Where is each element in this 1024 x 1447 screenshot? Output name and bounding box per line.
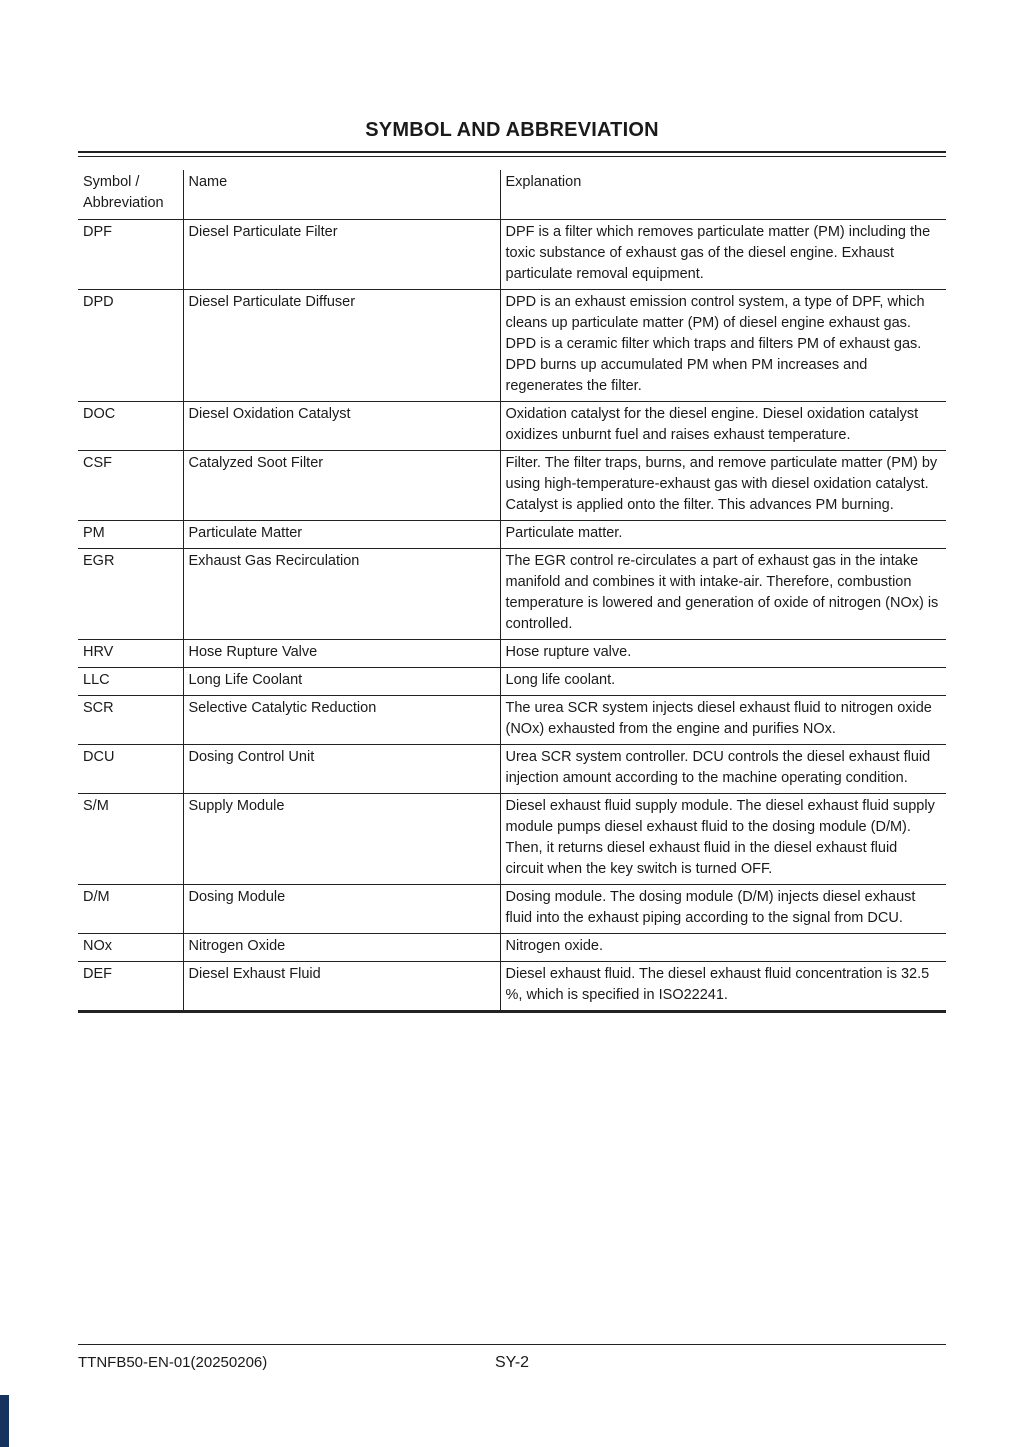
symbol-cell: DPD — [78, 290, 183, 402]
explanation-cell: DPD is an exhaust emission control system, a type of DPF, which cleans up particulate matter (PM) of diesel engine exhaust gas. DPD is a ceramic filter which traps and filters PM of exhaust gas. DPD burns up accumulated PM when PM increases and regenerates the filter. — [500, 290, 946, 402]
footer-page-number: SY-2 — [494, 1354, 530, 1371]
table-row — [78, 696, 946, 745]
explanation-cell: The urea SCR system injects diesel exhaust fluid to nitrogen oxide (NOx) exhausted from the engine and purifies NOx. — [500, 696, 946, 745]
explanation-cell: Hose rupture valve. — [500, 640, 946, 668]
name-cell: Long Life Coolant — [183, 668, 500, 696]
table-row — [78, 451, 946, 521]
name-cell: Hose Rupture Valve — [183, 640, 500, 668]
explanation-cell: Dosing module. The dosing module (D/M) injects diesel exhaust fluid into the exhaust piping according to the signal from DCU. — [500, 885, 946, 934]
explanation-cell: Long life coolant. — [500, 668, 946, 696]
table-header-row — [78, 170, 946, 220]
symbol-cell: CSF — [78, 451, 183, 521]
table-row — [78, 549, 946, 640]
name-cell: Catalyzed Soot Filter — [183, 451, 500, 521]
page-content — [78, 0, 946, 1013]
name-cell: Particulate Matter — [183, 521, 500, 549]
name-cell: Dosing Module — [183, 885, 500, 934]
explanation-cell: Filter. The filter traps, burns, and remove particulate matter (PM) by using high-temperature-exhaust gas with diesel oxidation catalyst. Catalyst is applied onto the filter. This advances PM burning. — [500, 451, 946, 521]
explanation-cell: Diesel exhaust fluid supply module. The diesel exhaust fluid supply module pumps diesel exhaust fluid to the dosing module (D/M). Then, it returns diesel exhaust fluid in the diesel exhaust fluid circuit when the key switch is turned OFF. — [500, 794, 946, 885]
table-row — [78, 640, 946, 668]
symbol-cell: DOC — [78, 402, 183, 451]
name-cell: Exhaust Gas Recirculation — [183, 549, 500, 640]
symbol-cell: EGR — [78, 549, 183, 640]
explanation-cell: Nitrogen oxide. — [500, 934, 946, 962]
symbol-cell: SCR — [78, 696, 183, 745]
explanation-cell: Oxidation catalyst for the diesel engine. Diesel oxidation catalyst oxidizes unburnt fuel and raises exhaust temperature. — [500, 402, 946, 451]
header-explanation: Explanation — [500, 170, 946, 220]
symbol-cell: PM — [78, 521, 183, 549]
name-cell: Dosing Control Unit — [183, 745, 500, 794]
footer-doc-number: TTNFB50-EN-01(20250206) — [78, 1354, 268, 1371]
name-cell: Diesel Particulate Diffuser — [183, 290, 500, 402]
symbol-cell: DPF — [78, 220, 183, 290]
symbol-cell: S/M — [78, 794, 183, 885]
table-row — [78, 962, 946, 1012]
table-row — [78, 521, 946, 549]
abbreviation-table — [78, 170, 946, 1013]
symbol-cell: DCU — [78, 745, 183, 794]
header-name: Name — [183, 170, 500, 220]
page-title: SYMBOL AND ABBREVIATION — [365, 119, 659, 141]
table-row — [78, 290, 946, 402]
table-row — [78, 934, 946, 962]
name-cell: Nitrogen Oxide — [183, 934, 500, 962]
name-cell: Supply Module — [183, 794, 500, 885]
title-double-rule — [78, 151, 946, 157]
explanation-cell: The EGR control re-circulates a part of exhaust gas in the intake manifold and combines it with intake-air. Therefore, combustion temperature is lowered and generation of oxide of nitrogen (NOx) is controlled. — [500, 549, 946, 640]
table-row — [78, 668, 946, 696]
symbol-cell: LLC — [78, 668, 183, 696]
symbol-cell: NOx — [78, 934, 183, 962]
table-row — [78, 794, 946, 885]
page-corner-mark — [0, 1395, 9, 1447]
explanation-cell: Diesel exhaust fluid. The diesel exhaust fluid concentration is 32.5 %, which is specified in ISO22241. — [500, 962, 946, 1012]
name-cell: Selective Catalytic Reduction — [183, 696, 500, 745]
header-symbol-abbreviation: Symbol / Abbreviation — [78, 170, 183, 220]
page-footer — [78, 1344, 946, 1372]
table-row — [78, 885, 946, 934]
name-cell: Diesel Oxidation Catalyst — [183, 402, 500, 451]
name-cell: Diesel Particulate Filter — [183, 220, 500, 290]
symbol-cell: D/M — [78, 885, 183, 934]
symbol-cell: DEF — [78, 962, 183, 1012]
table-row — [78, 220, 946, 290]
table-row — [78, 402, 946, 451]
explanation-cell: Urea SCR system controller. DCU controls the diesel exhaust fluid injection amount according to the machine operating condition. — [500, 745, 946, 794]
symbol-cell: HRV — [78, 640, 183, 668]
table-row — [78, 745, 946, 794]
explanation-cell: Particulate matter. — [500, 521, 946, 549]
table-body — [78, 220, 946, 1012]
explanation-cell: DPF is a filter which removes particulate matter (PM) including the toxic substance of exhaust gas of the diesel engine. Exhaust particulate removal equipment. — [500, 220, 946, 290]
name-cell: Diesel Exhaust Fluid — [183, 962, 500, 1012]
